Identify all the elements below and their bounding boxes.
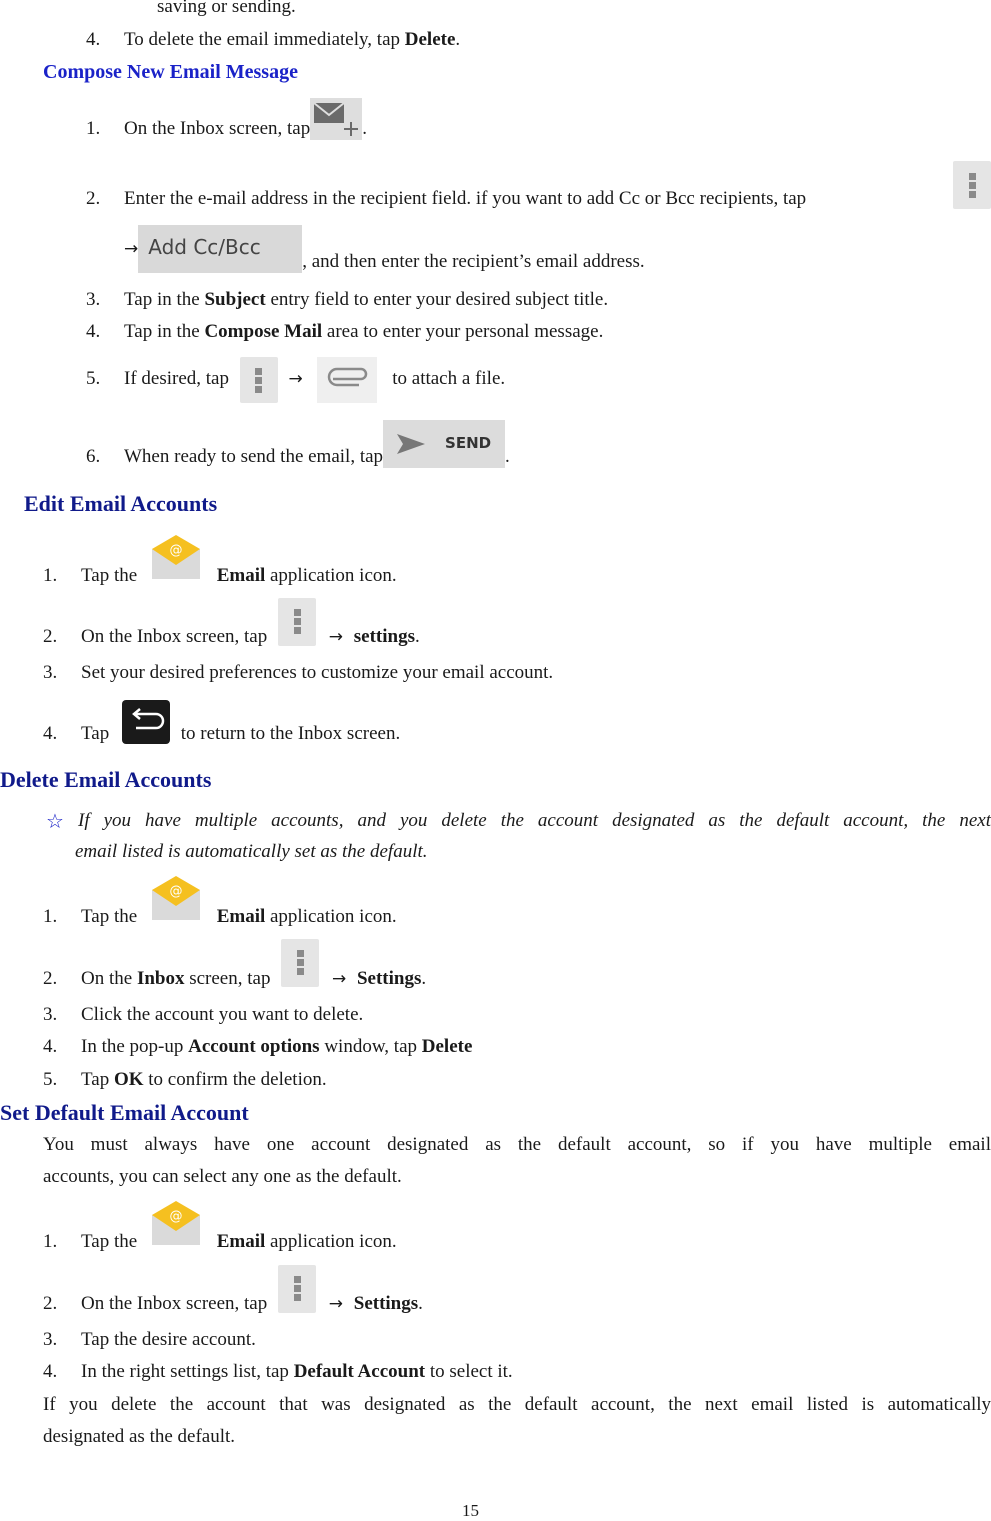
list-item: 2. On the Inbox screen, tap → settings.	[43, 598, 420, 646]
compose-mail-icon	[310, 98, 362, 140]
list-item: 4. Tap to return to the Inbox screen.	[43, 700, 400, 746]
list-item: 4. To delete the email immediately, tap Delete.	[86, 29, 461, 50]
overflow-menu-icon	[278, 598, 316, 646]
list-item: 5. Tap OK to confirm the deletion.	[43, 1069, 327, 1090]
section-heading: Compose New Email Message	[43, 61, 298, 83]
list-item: 2. On the Inbox screen, tap → Settings.	[43, 939, 426, 987]
overflow-menu-icon	[278, 1265, 316, 1313]
page-number: 15	[462, 1501, 479, 1520]
list-item: 3. Tap the desire account.	[43, 1329, 256, 1350]
email-app-icon	[150, 874, 202, 922]
list-item: 6. When ready to send the email, tap SEND .	[86, 420, 510, 468]
send-button: SEND	[383, 420, 505, 468]
tip-text-line: If you have multiple accounts, and you delete the account designated as the default account, the next	[78, 810, 991, 831]
svg-text:@: @	[169, 1209, 183, 1224]
paperclip-icon	[317, 357, 377, 403]
email-app-icon	[150, 533, 202, 581]
add-cc-bcc-button: Add Cc/Bcc	[138, 225, 302, 273]
list-item: 4. In the pop-up Account options window, tap Delete	[43, 1036, 473, 1057]
paragraph-line: If you delete the account that was designated as the default account, the next email listed is automatically	[43, 1394, 991, 1415]
paragraph-line: designated as the default.	[43, 1426, 236, 1447]
list-item: 4. Tap in the Compose Mail area to enter your personal message.	[86, 321, 604, 342]
list-item: 1. Tap the @ Email application icon.	[43, 533, 397, 585]
paragraph-line: accounts, you can select any one as the default.	[43, 1166, 402, 1187]
paragraph-line: You must always have one account designated as the default account, so if you have multiple email	[43, 1134, 991, 1155]
list-item: 2. On the Inbox screen, tap → Settings.	[43, 1265, 423, 1313]
list-item: 2. Enter the e-mail address in the recipient field. if you want to add Cc or Bcc recipients, tap	[86, 188, 807, 209]
svg-text:@: @	[169, 543, 183, 558]
continuation-text: saving or sending.	[157, 0, 296, 17]
list-item: 3. Tap in the Subject entry field to enter your desired subject title.	[86, 289, 609, 310]
section-heading: Delete Email Accounts	[0, 767, 212, 792]
star-icon: ☆	[46, 809, 64, 833]
svg-text:@: @	[169, 884, 183, 899]
list-item: 3. Set your desired preferences to customize your email account.	[43, 662, 554, 683]
list-item: 5. If desired, tap → to attach a file.	[86, 355, 505, 403]
list-item-continuation: → Add Cc/Bcc , and then enter the recipient’s email address.	[124, 225, 645, 273]
overflow-menu-icon	[953, 161, 991, 209]
overflow-menu-icon	[240, 357, 278, 403]
back-icon	[122, 700, 170, 744]
email-app-icon	[150, 1199, 202, 1247]
overflow-menu-icon	[281, 939, 319, 987]
section-heading: Set Default Email Account	[0, 1100, 249, 1125]
list-item: 1. On the Inbox screen, tap .	[86, 98, 367, 140]
send-icon	[391, 420, 431, 468]
list-item: 4. In the right settings list, tap Default Account to select it.	[43, 1361, 513, 1382]
list-item: 1. Tap the @ Email application icon.	[43, 874, 397, 926]
tip-text-line: email listed is automatically set as the default.	[75, 841, 428, 862]
section-heading: Edit Email Accounts	[24, 491, 218, 516]
list-item: 1. Tap the @ Email application icon.	[43, 1199, 397, 1251]
list-item: 3. Click the account you want to delete.	[43, 1004, 364, 1025]
